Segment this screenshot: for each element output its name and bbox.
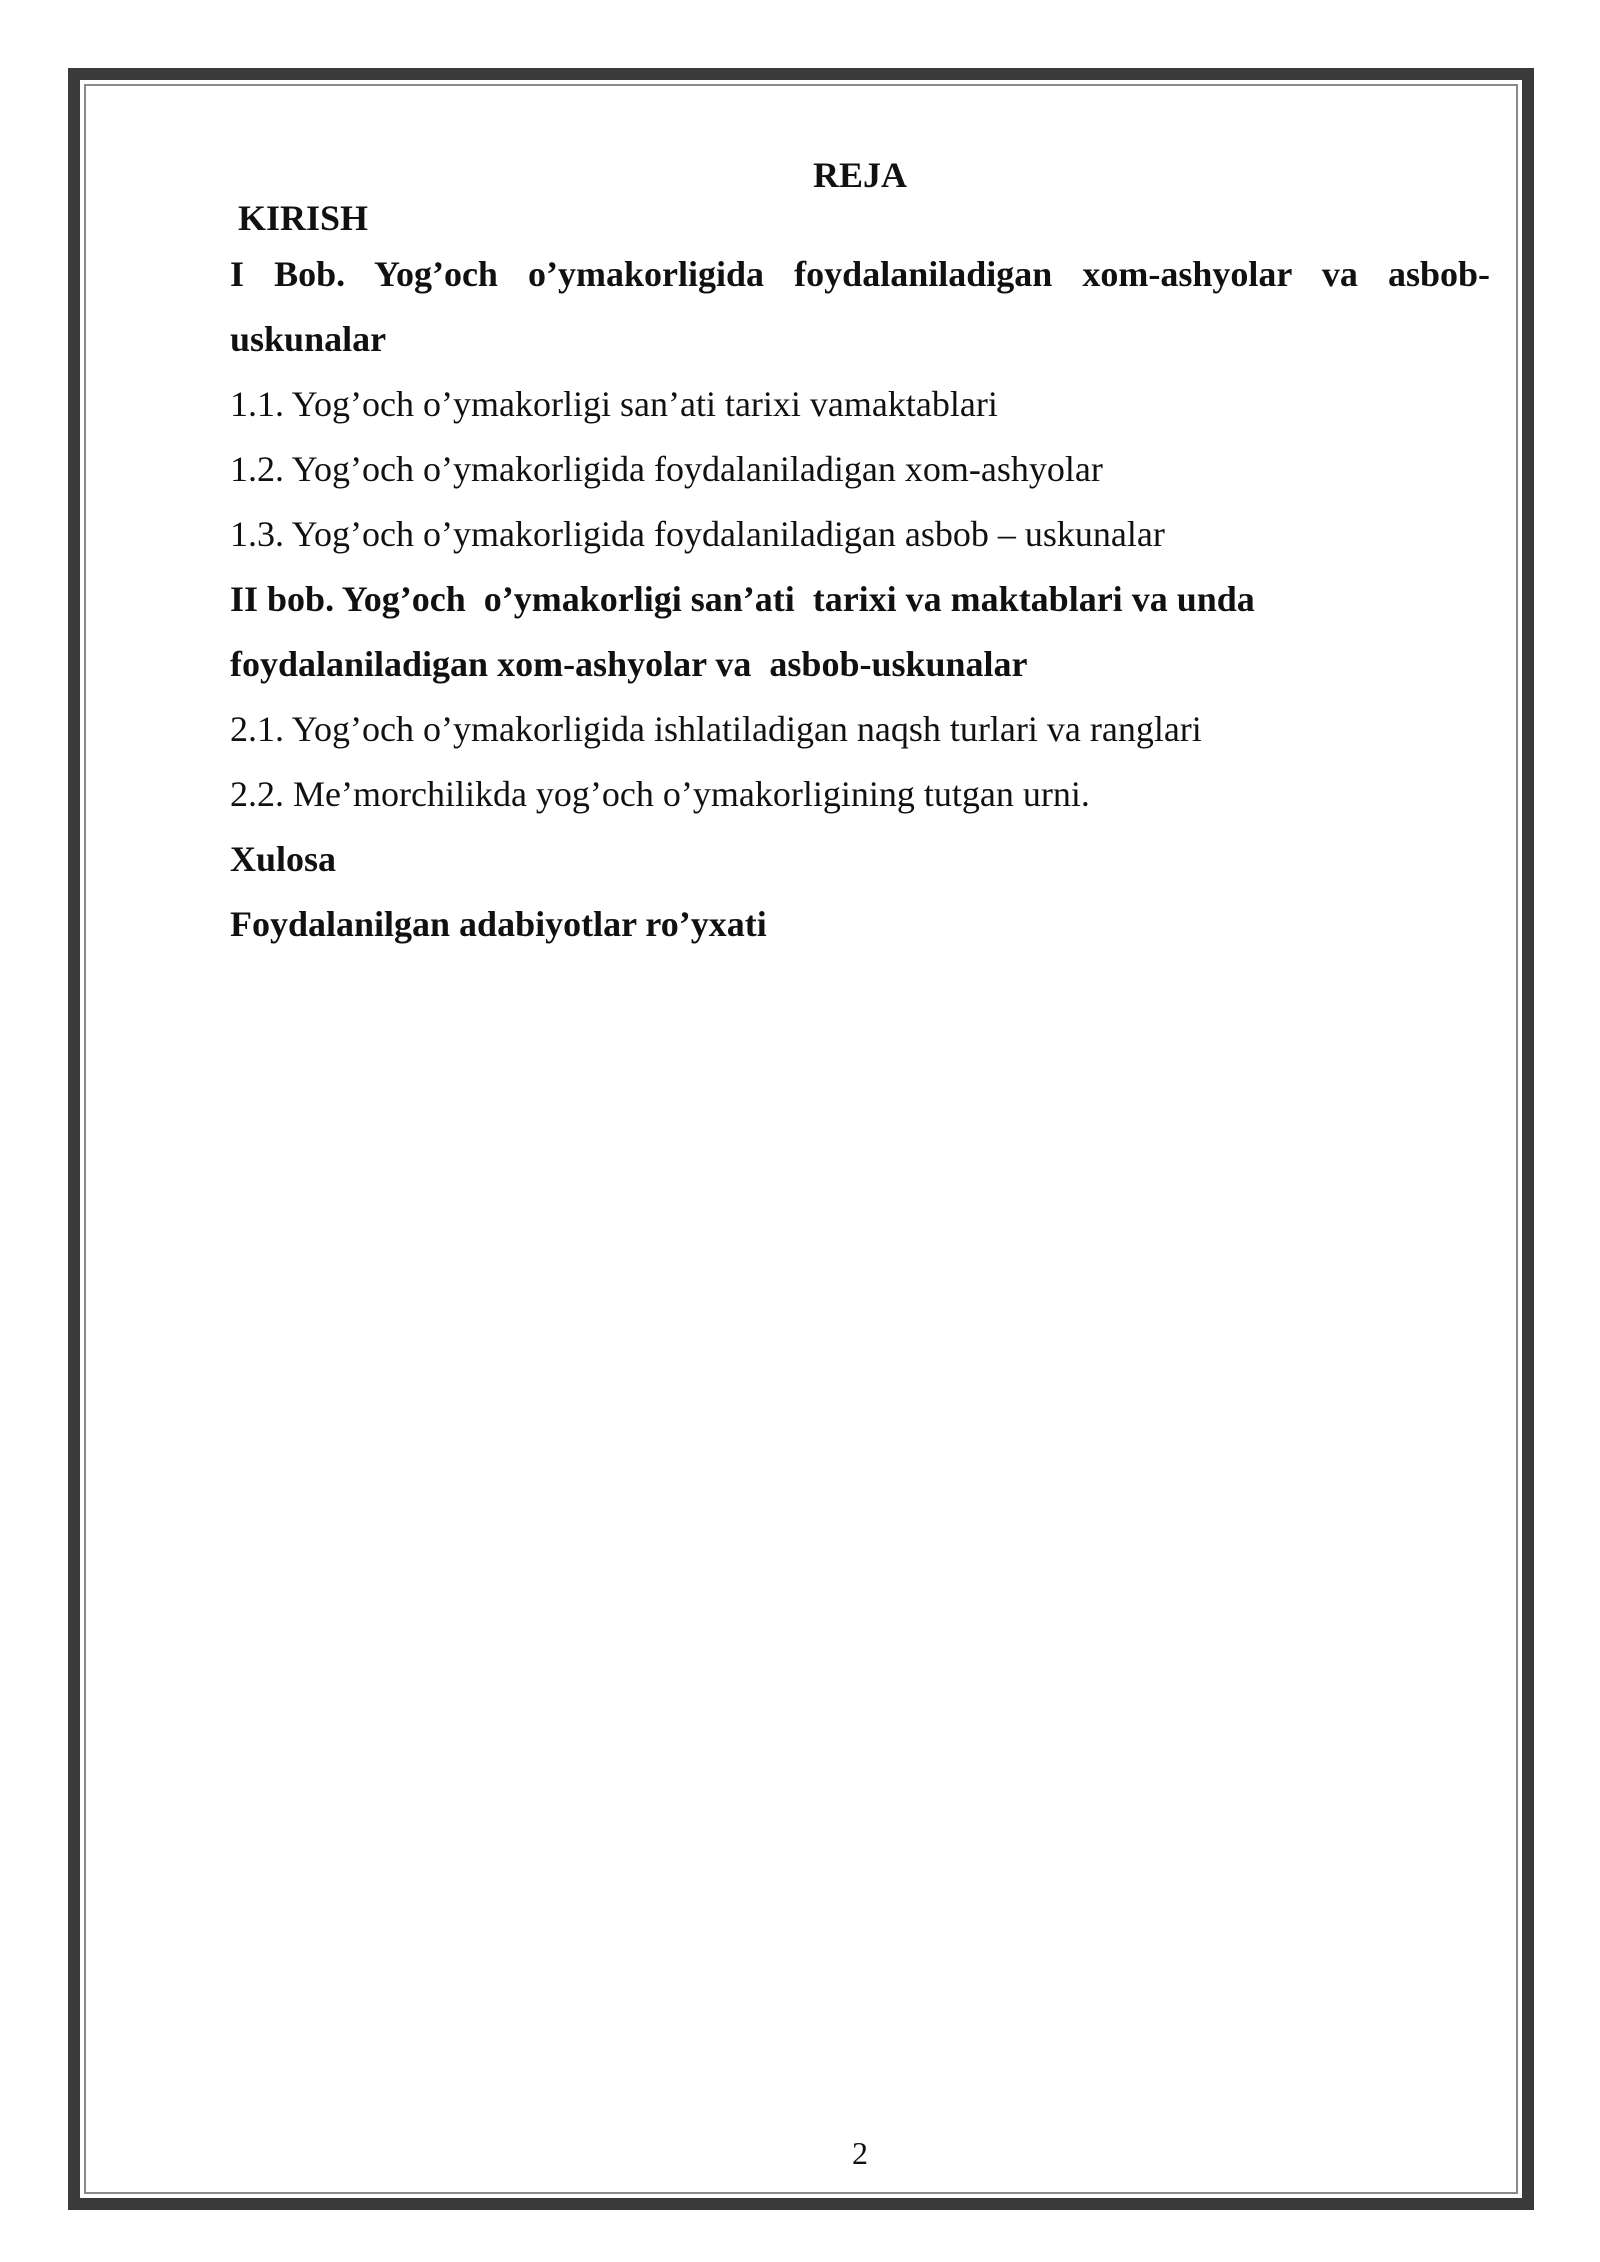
toc-section-2-1: 2.1. Yog’och o’ymakorligida ishlatiladigan naqsh turlari va ranglari (230, 709, 1202, 749)
table-of-contents (230, 194, 1490, 957)
toc-intro: KIRISH (238, 198, 369, 238)
toc-chapter-2-line-1: II bob. Yog’och o’ymakorligi san’ati tarixi va maktablari va unda (230, 579, 1255, 619)
toc-references: Foydalanilgan adabiyotlar ro’yxati (230, 904, 767, 944)
page-title: REJA (812, 155, 907, 195)
toc-section-1-2: 1.2. Yog’och o’ymakorligida foydalaniladigan xom-ashyolar (230, 449, 1103, 489)
toc-chapter-1: I Bob. Yog’och o’ymakorligida foydalaniladigan xom-ashyolar va asbob-uskunalar (230, 254, 1490, 359)
toc-conclusion: Xulosa (230, 839, 337, 879)
page-number: 2 (852, 2135, 868, 2171)
toc-section-2-2: 2.2. Me’morchilikda yog’och o’ymakorligining tutgan urni. (230, 774, 1090, 814)
toc-section-1-3: 1.3. Yog’och o’ymakorligida foydalaniladigan asbob – uskunalar (230, 514, 1165, 554)
toc-chapter-2-line-2: foydalaniladigan xom-ashyolar va asbob-uskunalar (230, 644, 1028, 684)
toc-section-1-1: 1.1. Yog’och o’ymakorligi san’ati tarixi vamaktablari (230, 384, 998, 424)
